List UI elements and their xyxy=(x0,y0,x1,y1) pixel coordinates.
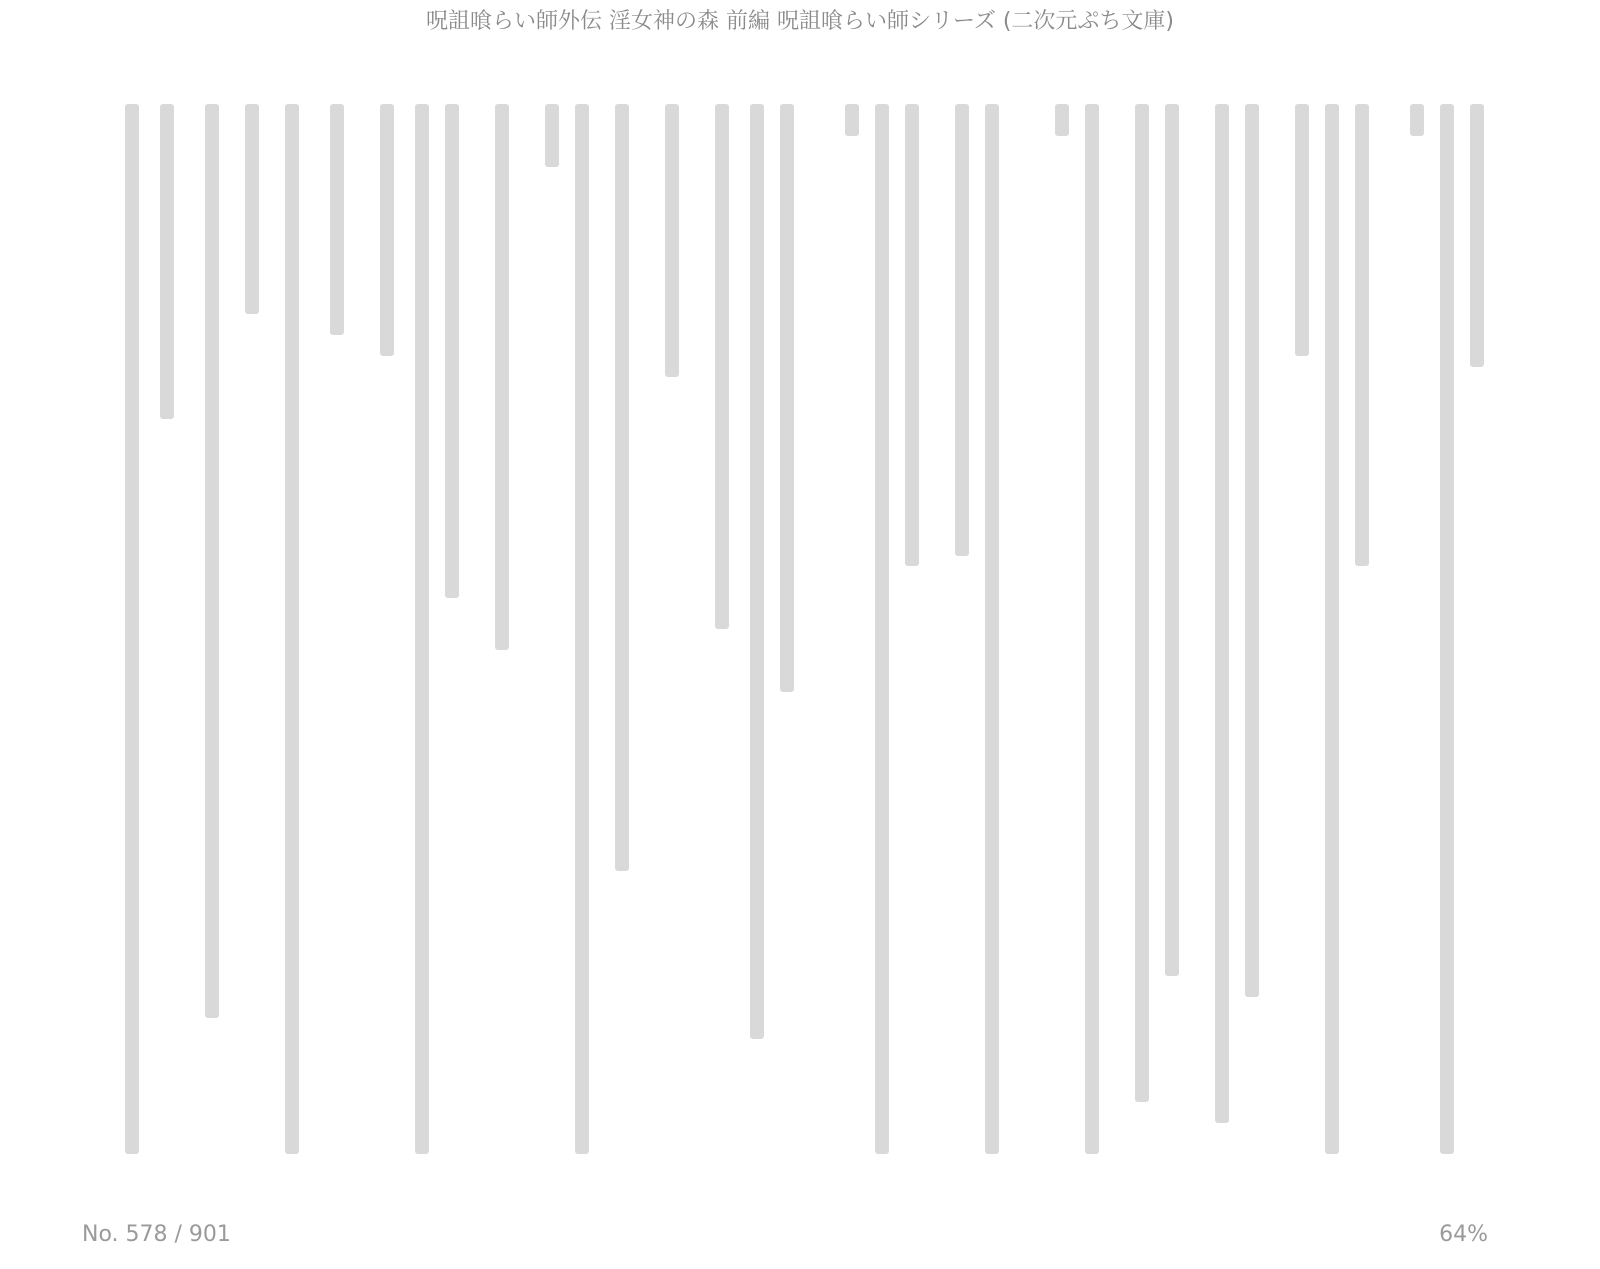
text-column xyxy=(575,104,589,1154)
text-column xyxy=(160,104,174,419)
text-column xyxy=(125,104,139,1154)
reading-page[interactable] xyxy=(110,80,1490,1190)
book-title: 呪詛喰らい師外伝 淫女神の森 前編 呪詛喰らい師シリーズ (二次元ぷち文庫) xyxy=(425,9,1175,34)
text-column xyxy=(1135,104,1149,1102)
text-column xyxy=(285,104,299,1154)
text-column xyxy=(1440,104,1454,1154)
text-column xyxy=(1470,104,1484,367)
text-column xyxy=(715,104,729,629)
location-indicator: No. 578 / 901 xyxy=(82,1222,231,1247)
text-column xyxy=(205,104,219,1018)
text-column xyxy=(1085,104,1099,1154)
text-column xyxy=(845,104,859,136)
text-column xyxy=(1245,104,1259,997)
text-column xyxy=(1165,104,1179,976)
text-column xyxy=(245,104,259,314)
text-column xyxy=(750,104,764,1039)
text-column xyxy=(985,104,999,1154)
text-column xyxy=(780,104,794,692)
text-column xyxy=(1055,104,1069,136)
text-column xyxy=(445,104,459,598)
text-column xyxy=(615,104,629,871)
text-column xyxy=(380,104,394,356)
progress-percent: 64% xyxy=(1439,1222,1488,1247)
text-column xyxy=(1355,104,1369,566)
text-column xyxy=(330,104,344,335)
text-column xyxy=(955,104,969,556)
text-column xyxy=(905,104,919,566)
text-column xyxy=(665,104,679,377)
text-column xyxy=(1325,104,1339,1154)
text-column xyxy=(1295,104,1309,356)
text-column xyxy=(1410,104,1424,136)
text-column xyxy=(415,104,429,1154)
text-column xyxy=(875,104,889,1154)
text-column xyxy=(545,104,559,167)
text-column xyxy=(495,104,509,650)
text-column xyxy=(1215,104,1229,1123)
